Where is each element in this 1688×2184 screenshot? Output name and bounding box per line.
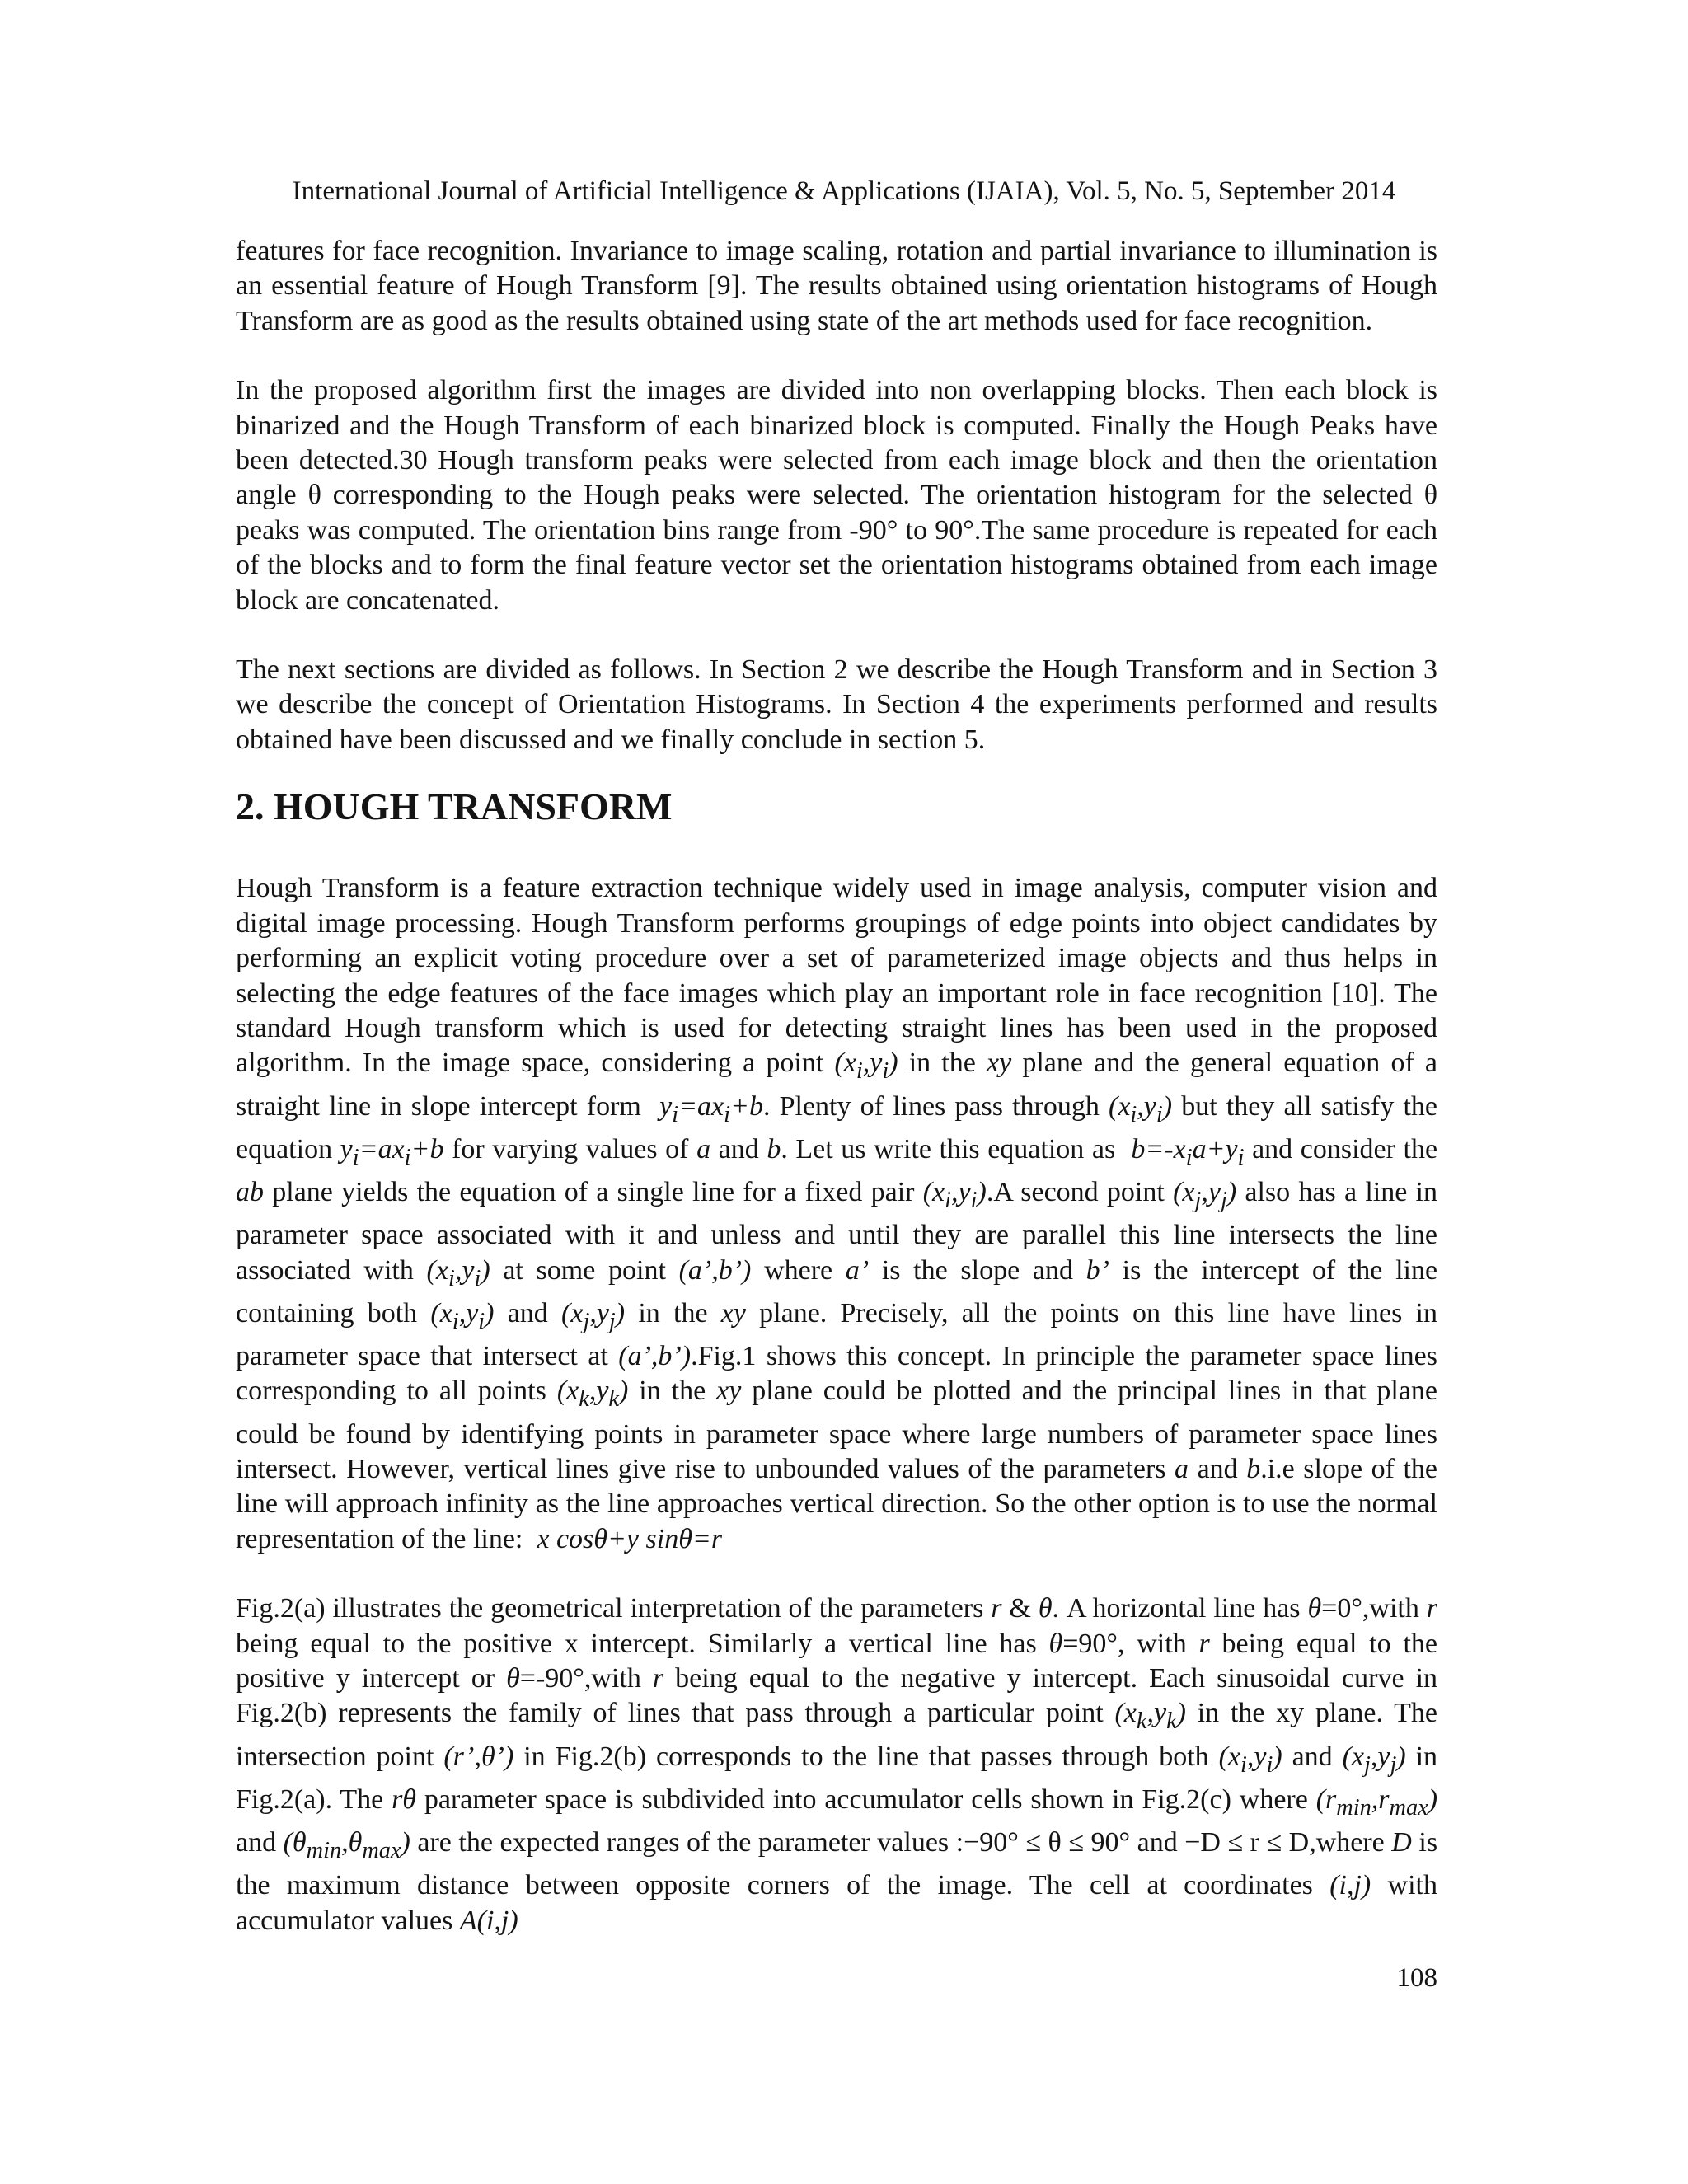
page-body xyxy=(236,234,1437,1938)
paragraph-proposed-algorithm: In the proposed algorithm first the images are divided into non overlapping blocks. Then each block is binarized and the Hough Transform of each binarized block is computed. Finally the Hough Peaks have been detected.30 Hough transform peaks were selected from each image block and then the orientation angle θ corresponding to the Hough peaks were selected. The orientation histogram for the selected θ peaks was computed. The orientation bins range from -90° to 90°.The same procedure is repeated for each of the blocks and to form the final feature vector set the orientation histograms obtained from each image block are concatenated. xyxy=(236,375,1437,616)
theta-range-inequality: −90° ≤ θ ≤ 90° xyxy=(964,1827,1131,1858)
normal-equation: x cosθ+y sinθ=r xyxy=(537,1523,723,1554)
paragraph-geometric-interpretation: Fig.2(a) illustrates the geometrical interpretation of the parameters r & θ. A horizontal line has θ=0°,with r being equal to the positive x intercept. Similarly a vertical line has θ=90°, with r being equal to the positive y intercept or θ=-90°,with r being equal to the negative y intercept. Each sinusoidal curve in Fig.2(b) represents the family of lines that pass through a particular point $(x_k,y_k)$ in the xy plane. The intersection point (r’,θ’) in Fig.2(b) corresponds to the line that passes through both $(x_i,y_i)$ and $(x_j,y_j)$ in Fig.2(a). The rθ parameter space is subdivided into accumulator cells shown in Fig.2(c) where $(r_{min},r_{max})$ and $(\theta_{min},\theta_{max})$ are the expected ranges of the parameter values :−90° ≤ θ ≤ 90° and −D ≤ r ≤ D,where D is the maximum distance between opposite corners of the image. The cell at coordinates (i,j) with accumulator values A(i,j) xyxy=(236,1593,1438,1936)
paragraph-section-outline: The next sections are divided as follows. In Section 2 we describe the Hough Transform and in Section 3 we describe the concept of Orientation Histograms. In Section 4 the experiments performed and results obtained have been discussed and we finally conclude in section 5. xyxy=(236,654,1437,755)
paragraph-hough-transform: Hough Transform is a feature extraction technique widely used in image analysis, computer vision and digital image processing. Hough Transform performs groupings of edge points into object candidates by performing an explicit voting procedure over a set of parameterized image objects and thus helps in selecting the edge features of the face images which play an important role in face recognition [10]. The standard Hough transform which is used for detecting straight lines has been used in the proposed algorithm. In the image space, considering a point $(x_i,y_i)$ in the xy plane and the general equation of a straight line in slope intercept form $y_i=ax_i+b$. Plenty of lines pass through $(x_i,y_i)$ but they all satisfy the equation $y_i=ax_i+b$ for varying values of a and b. Let us write this equation as $b=-x_ia+y_i$ and consider the ab plane yields the equation of a single line for a fixed pair $(x_i,y_i).A$ second point $(x_j,y_j)$ also has a line in parameter space associated with it and unless and until they are parallel this line intersects the line associated with $(x_i,y_i)$ at some point (a’,b’) where a’ is the slope and b’ is the intercept of the line containing both $(x_i,y_i)$ and $(x_j,y_j)$ in the xy plane. Precisely, all the points on this line have lines in parameter space that intersect at (a’,b’).Fig.1 shows this concept. In principle the parameter space lines corresponding to all points $(x_k,y_k)$ in the xy plane could be plotted and the principal lines in that plane could be found by identifying points in parameter space where large numbers of parameter space lines intersect. However, vertical lines give rise to unbounded values of the parameters a and b.i.e slope of the line will approach infinity as the line approaches vertical direction. So the other option is to use the normal representation of the line: x cosθ+y sinθ=r xyxy=(236,873,1438,1554)
running-header: International Journal of Artificial Intelligence & Applications (IJAIA), Vol. 5, No. 5, September 2014 xyxy=(292,176,1396,206)
r-range-inequality: −D ≤ r ≤ D xyxy=(1184,1827,1310,1858)
page-number: 108 xyxy=(1396,1963,1437,1993)
paragraph-intro-continued: features for face recognition. Invariance to image scaling, rotation and partial invariance to illumination is an essential feature of Hough Transform [9]. The results obtained using orientation histograms of Hough Transform are as good as the results obtained using state of the art methods used for face recognition. xyxy=(236,236,1437,336)
section-heading: 2. HOUGH TRANSFORM xyxy=(236,785,673,828)
